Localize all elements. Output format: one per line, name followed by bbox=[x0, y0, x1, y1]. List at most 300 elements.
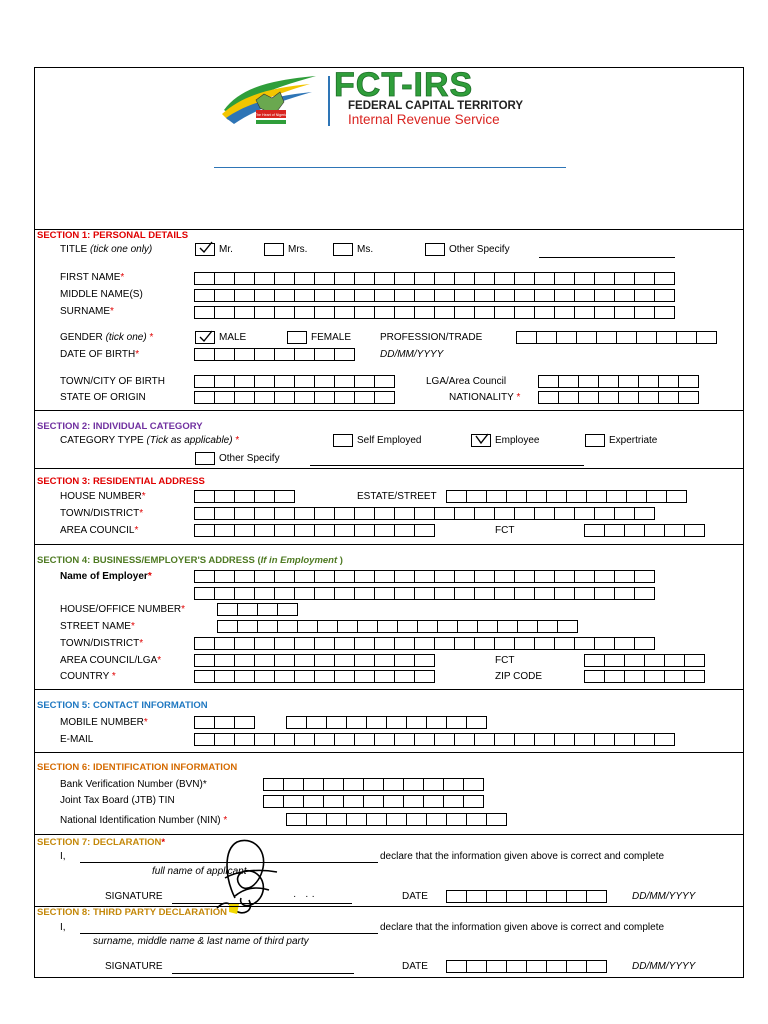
char-cell[interactable] bbox=[234, 670, 255, 683]
char-cell[interactable] bbox=[546, 490, 567, 503]
char-cell[interactable] bbox=[423, 795, 444, 808]
char-cell[interactable] bbox=[414, 306, 435, 319]
char-cell[interactable] bbox=[334, 733, 355, 746]
char-cell[interactable] bbox=[277, 620, 298, 633]
char-cell[interactable] bbox=[624, 654, 645, 667]
char-cell[interactable] bbox=[294, 272, 315, 285]
char-cell[interactable] bbox=[417, 620, 438, 633]
char-cell[interactable] bbox=[634, 587, 655, 600]
char-cell[interactable] bbox=[194, 272, 215, 285]
char-cell[interactable] bbox=[194, 733, 215, 746]
char-cell[interactable] bbox=[214, 272, 235, 285]
char-cell[interactable] bbox=[354, 587, 375, 600]
char-cell[interactable] bbox=[314, 306, 335, 319]
char-cell[interactable] bbox=[606, 490, 627, 503]
char-cell[interactable] bbox=[294, 507, 315, 520]
char-cell[interactable] bbox=[576, 331, 597, 344]
char-cell[interactable] bbox=[466, 813, 487, 826]
title-mrs-checkbox[interactable] bbox=[264, 243, 284, 256]
char-cell[interactable] bbox=[194, 490, 215, 503]
char-cell[interactable] bbox=[658, 391, 679, 404]
char-cell[interactable] bbox=[314, 637, 335, 650]
char-cell[interactable] bbox=[374, 670, 395, 683]
char-cell[interactable] bbox=[354, 733, 375, 746]
char-cell[interactable] bbox=[194, 391, 215, 404]
char-cell[interactable] bbox=[414, 507, 435, 520]
char-cell[interactable] bbox=[634, 272, 655, 285]
char-cell[interactable] bbox=[434, 272, 455, 285]
char-cell[interactable] bbox=[254, 306, 275, 319]
char-cell[interactable] bbox=[314, 524, 335, 537]
char-cell[interactable] bbox=[294, 391, 315, 404]
char-cell[interactable] bbox=[214, 507, 235, 520]
char-cell[interactable] bbox=[624, 524, 645, 537]
third-party-name-input[interactable] bbox=[80, 933, 378, 934]
title-ms-checkbox[interactable] bbox=[333, 243, 353, 256]
char-cell[interactable] bbox=[386, 813, 407, 826]
res-town-input[interactable] bbox=[194, 507, 654, 520]
char-cell[interactable] bbox=[234, 507, 255, 520]
char-cell[interactable] bbox=[414, 570, 435, 583]
char-cell[interactable] bbox=[594, 587, 615, 600]
char-cell[interactable] bbox=[394, 654, 415, 667]
char-cell[interactable] bbox=[274, 570, 295, 583]
char-cell[interactable] bbox=[334, 587, 355, 600]
char-cell[interactable] bbox=[618, 375, 639, 388]
char-cell[interactable] bbox=[684, 524, 705, 537]
char-cell[interactable] bbox=[537, 620, 558, 633]
char-cell[interactable] bbox=[366, 716, 387, 729]
char-cell[interactable] bbox=[546, 960, 567, 973]
char-cell[interactable] bbox=[494, 637, 515, 650]
char-cell[interactable] bbox=[194, 289, 215, 302]
char-cell[interactable] bbox=[578, 391, 599, 404]
char-cell[interactable] bbox=[584, 654, 605, 667]
char-cell[interactable] bbox=[374, 306, 395, 319]
char-cell[interactable] bbox=[604, 524, 625, 537]
char-cell[interactable] bbox=[644, 654, 665, 667]
char-cell[interactable] bbox=[346, 813, 367, 826]
char-cell[interactable] bbox=[234, 375, 255, 388]
char-cell[interactable] bbox=[294, 587, 315, 600]
char-cell[interactable] bbox=[274, 306, 295, 319]
char-cell[interactable] bbox=[234, 733, 255, 746]
char-cell[interactable] bbox=[463, 778, 484, 791]
char-cell[interactable] bbox=[294, 570, 315, 583]
char-cell[interactable] bbox=[514, 507, 535, 520]
char-cell[interactable] bbox=[234, 587, 255, 600]
char-cell[interactable] bbox=[374, 391, 395, 404]
char-cell[interactable] bbox=[314, 670, 335, 683]
char-cell[interactable] bbox=[294, 670, 315, 683]
char-cell[interactable] bbox=[664, 654, 685, 667]
char-cell[interactable] bbox=[406, 813, 427, 826]
char-cell[interactable] bbox=[497, 620, 518, 633]
char-cell[interactable] bbox=[486, 490, 507, 503]
char-cell[interactable] bbox=[574, 507, 595, 520]
char-cell[interactable] bbox=[254, 348, 275, 361]
char-cell[interactable] bbox=[334, 391, 355, 404]
char-cell[interactable] bbox=[466, 890, 487, 903]
char-cell[interactable] bbox=[374, 272, 395, 285]
char-cell[interactable] bbox=[286, 716, 307, 729]
middle-name-input[interactable] bbox=[194, 289, 674, 302]
char-cell[interactable] bbox=[678, 391, 699, 404]
char-cell[interactable] bbox=[616, 331, 637, 344]
char-cell[interactable] bbox=[494, 289, 515, 302]
char-cell[interactable] bbox=[254, 733, 275, 746]
char-cell[interactable] bbox=[274, 289, 295, 302]
char-cell[interactable] bbox=[386, 716, 407, 729]
char-cell[interactable] bbox=[234, 272, 255, 285]
char-cell[interactable] bbox=[263, 778, 284, 791]
char-cell[interactable] bbox=[426, 716, 447, 729]
char-cell[interactable] bbox=[254, 507, 275, 520]
char-cell[interactable] bbox=[557, 620, 578, 633]
char-cell[interactable] bbox=[684, 670, 705, 683]
char-cell[interactable] bbox=[474, 306, 495, 319]
char-cell[interactable] bbox=[317, 620, 338, 633]
char-cell[interactable] bbox=[383, 778, 404, 791]
char-cell[interactable] bbox=[294, 637, 315, 650]
char-cell[interactable] bbox=[463, 795, 484, 808]
char-cell[interactable] bbox=[334, 289, 355, 302]
char-cell[interactable] bbox=[638, 391, 659, 404]
char-cell[interactable] bbox=[403, 795, 424, 808]
char-cell[interactable] bbox=[594, 272, 615, 285]
char-cell[interactable] bbox=[554, 272, 575, 285]
res-area-input[interactable] bbox=[194, 524, 434, 537]
char-cell[interactable] bbox=[426, 813, 447, 826]
char-cell[interactable] bbox=[354, 654, 375, 667]
char-cell[interactable] bbox=[214, 587, 235, 600]
house-number-input[interactable] bbox=[194, 490, 294, 503]
third-party-date-input[interactable] bbox=[446, 960, 606, 973]
char-cell[interactable] bbox=[394, 570, 415, 583]
char-cell[interactable] bbox=[414, 587, 435, 600]
char-cell[interactable] bbox=[454, 733, 475, 746]
char-cell[interactable] bbox=[374, 289, 395, 302]
char-cell[interactable] bbox=[486, 813, 507, 826]
char-cell[interactable] bbox=[634, 289, 655, 302]
char-cell[interactable] bbox=[294, 289, 315, 302]
char-cell[interactable] bbox=[526, 960, 547, 973]
char-cell[interactable] bbox=[466, 490, 487, 503]
char-cell[interactable] bbox=[374, 570, 395, 583]
biz-town-input[interactable] bbox=[194, 637, 654, 650]
char-cell[interactable] bbox=[354, 391, 375, 404]
char-cell[interactable] bbox=[656, 331, 677, 344]
char-cell[interactable] bbox=[594, 733, 615, 746]
char-cell[interactable] bbox=[334, 637, 355, 650]
char-cell[interactable] bbox=[314, 375, 335, 388]
mobile-number-input[interactable] bbox=[286, 716, 486, 729]
char-cell[interactable] bbox=[654, 733, 675, 746]
profession-input[interactable] bbox=[516, 331, 716, 344]
char-cell[interactable] bbox=[434, 733, 455, 746]
char-cell[interactable] bbox=[403, 778, 424, 791]
first-name-input[interactable] bbox=[194, 272, 674, 285]
char-cell[interactable] bbox=[374, 507, 395, 520]
char-cell[interactable] bbox=[586, 490, 607, 503]
char-cell[interactable] bbox=[283, 778, 304, 791]
char-cell[interactable] bbox=[257, 620, 278, 633]
char-cell[interactable] bbox=[614, 272, 635, 285]
char-cell[interactable] bbox=[423, 778, 444, 791]
char-cell[interactable] bbox=[414, 524, 435, 537]
char-cell[interactable] bbox=[598, 391, 619, 404]
char-cell[interactable] bbox=[554, 733, 575, 746]
char-cell[interactable] bbox=[578, 375, 599, 388]
char-cell[interactable] bbox=[594, 637, 615, 650]
char-cell[interactable] bbox=[414, 289, 435, 302]
category-other-input[interactable] bbox=[310, 465, 584, 466]
char-cell[interactable] bbox=[254, 490, 275, 503]
char-cell[interactable] bbox=[566, 890, 587, 903]
char-cell[interactable] bbox=[303, 795, 324, 808]
char-cell[interactable] bbox=[234, 524, 255, 537]
state-origin-input[interactable] bbox=[194, 391, 394, 404]
char-cell[interactable] bbox=[234, 716, 255, 729]
char-cell[interactable] bbox=[263, 795, 284, 808]
estate-input[interactable] bbox=[446, 490, 686, 503]
expat-checkbox[interactable] bbox=[585, 434, 605, 447]
char-cell[interactable] bbox=[234, 289, 255, 302]
char-cell[interactable] bbox=[394, 306, 415, 319]
biz-fct-input[interactable] bbox=[584, 654, 704, 667]
zip-input[interactable] bbox=[584, 670, 704, 683]
char-cell[interactable] bbox=[598, 375, 619, 388]
char-cell[interactable] bbox=[254, 289, 275, 302]
char-cell[interactable] bbox=[414, 733, 435, 746]
char-cell[interactable] bbox=[294, 733, 315, 746]
char-cell[interactable] bbox=[558, 391, 579, 404]
char-cell[interactable] bbox=[306, 716, 327, 729]
char-cell[interactable] bbox=[558, 375, 579, 388]
char-cell[interactable] bbox=[334, 348, 355, 361]
char-cell[interactable] bbox=[666, 490, 687, 503]
char-cell[interactable] bbox=[584, 524, 605, 537]
char-cell[interactable] bbox=[254, 670, 275, 683]
char-cell[interactable] bbox=[286, 813, 307, 826]
char-cell[interactable] bbox=[234, 654, 255, 667]
char-cell[interactable] bbox=[254, 637, 275, 650]
char-cell[interactable] bbox=[374, 375, 395, 388]
char-cell[interactable] bbox=[214, 375, 235, 388]
country-input[interactable] bbox=[194, 670, 434, 683]
char-cell[interactable] bbox=[254, 570, 275, 583]
char-cell[interactable] bbox=[323, 778, 344, 791]
char-cell[interactable] bbox=[354, 570, 375, 583]
char-cell[interactable] bbox=[194, 348, 215, 361]
char-cell[interactable] bbox=[554, 306, 575, 319]
char-cell[interactable] bbox=[654, 289, 675, 302]
char-cell[interactable] bbox=[274, 670, 295, 683]
employer-input-line1[interactable] bbox=[194, 570, 654, 583]
town-birth-input[interactable] bbox=[194, 375, 394, 388]
bvn-input[interactable] bbox=[263, 778, 483, 791]
char-cell[interactable] bbox=[346, 716, 367, 729]
char-cell[interactable] bbox=[214, 716, 235, 729]
char-cell[interactable] bbox=[546, 890, 567, 903]
title-other-input[interactable] bbox=[539, 257, 675, 258]
declaration-date-input[interactable] bbox=[446, 890, 606, 903]
char-cell[interactable] bbox=[394, 272, 415, 285]
char-cell[interactable] bbox=[343, 795, 364, 808]
char-cell[interactable] bbox=[634, 306, 655, 319]
char-cell[interactable] bbox=[334, 272, 355, 285]
char-cell[interactable] bbox=[454, 289, 475, 302]
char-cell[interactable] bbox=[574, 587, 595, 600]
char-cell[interactable] bbox=[214, 637, 235, 650]
mobile-prefix-input[interactable] bbox=[194, 716, 254, 729]
char-cell[interactable] bbox=[514, 637, 535, 650]
char-cell[interactable] bbox=[374, 654, 395, 667]
char-cell[interactable] bbox=[457, 620, 478, 633]
office-number-input[interactable] bbox=[217, 603, 297, 616]
char-cell[interactable] bbox=[394, 289, 415, 302]
char-cell[interactable] bbox=[614, 306, 635, 319]
char-cell[interactable] bbox=[274, 375, 295, 388]
char-cell[interactable] bbox=[514, 306, 535, 319]
char-cell[interactable] bbox=[506, 890, 527, 903]
char-cell[interactable] bbox=[257, 603, 278, 616]
char-cell[interactable] bbox=[514, 272, 535, 285]
char-cell[interactable] bbox=[274, 348, 295, 361]
lga-input[interactable] bbox=[538, 375, 698, 388]
char-cell[interactable] bbox=[274, 490, 295, 503]
char-cell[interactable] bbox=[334, 306, 355, 319]
char-cell[interactable] bbox=[644, 524, 665, 537]
char-cell[interactable] bbox=[214, 570, 235, 583]
char-cell[interactable] bbox=[354, 306, 375, 319]
char-cell[interactable] bbox=[394, 733, 415, 746]
char-cell[interactable] bbox=[556, 331, 577, 344]
char-cell[interactable] bbox=[254, 375, 275, 388]
char-cell[interactable] bbox=[506, 960, 527, 973]
char-cell[interactable] bbox=[664, 670, 685, 683]
char-cell[interactable] bbox=[234, 348, 255, 361]
char-cell[interactable] bbox=[604, 670, 625, 683]
char-cell[interactable] bbox=[634, 637, 655, 650]
surname-input[interactable] bbox=[194, 306, 674, 319]
char-cell[interactable] bbox=[594, 570, 615, 583]
char-cell[interactable] bbox=[234, 391, 255, 404]
char-cell[interactable] bbox=[474, 637, 495, 650]
char-cell[interactable] bbox=[234, 490, 255, 503]
char-cell[interactable] bbox=[337, 620, 358, 633]
char-cell[interactable] bbox=[644, 670, 665, 683]
char-cell[interactable] bbox=[574, 306, 595, 319]
char-cell[interactable] bbox=[394, 670, 415, 683]
char-cell[interactable] bbox=[594, 306, 615, 319]
char-cell[interactable] bbox=[534, 637, 555, 650]
char-cell[interactable] bbox=[237, 620, 258, 633]
char-cell[interactable] bbox=[618, 391, 639, 404]
char-cell[interactable] bbox=[494, 507, 515, 520]
char-cell[interactable] bbox=[194, 716, 215, 729]
char-cell[interactable] bbox=[443, 795, 464, 808]
char-cell[interactable] bbox=[394, 524, 415, 537]
char-cell[interactable] bbox=[604, 654, 625, 667]
char-cell[interactable] bbox=[437, 620, 458, 633]
char-cell[interactable] bbox=[326, 716, 347, 729]
char-cell[interactable] bbox=[234, 306, 255, 319]
char-cell[interactable] bbox=[214, 348, 235, 361]
char-cell[interactable] bbox=[574, 570, 595, 583]
char-cell[interactable] bbox=[314, 289, 335, 302]
char-cell[interactable] bbox=[446, 716, 467, 729]
char-cell[interactable] bbox=[214, 733, 235, 746]
char-cell[interactable] bbox=[574, 289, 595, 302]
char-cell[interactable] bbox=[586, 890, 607, 903]
char-cell[interactable] bbox=[194, 375, 215, 388]
char-cell[interactable] bbox=[534, 289, 555, 302]
char-cell[interactable] bbox=[514, 587, 535, 600]
char-cell[interactable] bbox=[354, 289, 375, 302]
char-cell[interactable] bbox=[554, 289, 575, 302]
char-cell[interactable] bbox=[314, 654, 335, 667]
char-cell[interactable] bbox=[294, 524, 315, 537]
char-cell[interactable] bbox=[254, 524, 275, 537]
char-cell[interactable] bbox=[254, 272, 275, 285]
char-cell[interactable] bbox=[314, 348, 335, 361]
char-cell[interactable] bbox=[678, 375, 699, 388]
char-cell[interactable] bbox=[454, 306, 475, 319]
char-cell[interactable] bbox=[534, 570, 555, 583]
char-cell[interactable] bbox=[538, 375, 559, 388]
char-cell[interactable] bbox=[574, 733, 595, 746]
char-cell[interactable] bbox=[594, 289, 615, 302]
char-cell[interactable] bbox=[696, 331, 717, 344]
char-cell[interactable] bbox=[383, 795, 404, 808]
title-other-checkbox[interactable] bbox=[425, 243, 445, 256]
char-cell[interactable] bbox=[237, 603, 258, 616]
char-cell[interactable] bbox=[534, 733, 555, 746]
char-cell[interactable] bbox=[584, 670, 605, 683]
char-cell[interactable] bbox=[474, 733, 495, 746]
char-cell[interactable] bbox=[474, 289, 495, 302]
jtb-input[interactable] bbox=[263, 795, 483, 808]
char-cell[interactable] bbox=[434, 570, 455, 583]
email-input[interactable] bbox=[194, 733, 674, 746]
char-cell[interactable] bbox=[363, 778, 384, 791]
char-cell[interactable] bbox=[494, 272, 515, 285]
char-cell[interactable] bbox=[574, 272, 595, 285]
char-cell[interactable] bbox=[354, 507, 375, 520]
char-cell[interactable] bbox=[303, 778, 324, 791]
char-cell[interactable] bbox=[554, 587, 575, 600]
char-cell[interactable] bbox=[194, 306, 215, 319]
char-cell[interactable] bbox=[534, 272, 555, 285]
char-cell[interactable] bbox=[454, 637, 475, 650]
char-cell[interactable] bbox=[357, 620, 378, 633]
char-cell[interactable] bbox=[638, 375, 659, 388]
char-cell[interactable] bbox=[194, 670, 215, 683]
char-cell[interactable] bbox=[314, 391, 335, 404]
char-cell[interactable] bbox=[646, 490, 667, 503]
char-cell[interactable] bbox=[474, 570, 495, 583]
char-cell[interactable] bbox=[394, 507, 415, 520]
char-cell[interactable] bbox=[194, 570, 215, 583]
char-cell[interactable] bbox=[554, 570, 575, 583]
char-cell[interactable] bbox=[217, 603, 238, 616]
char-cell[interactable] bbox=[654, 272, 675, 285]
char-cell[interactable] bbox=[514, 570, 535, 583]
char-cell[interactable] bbox=[274, 654, 295, 667]
char-cell[interactable] bbox=[494, 570, 515, 583]
char-cell[interactable] bbox=[194, 654, 215, 667]
